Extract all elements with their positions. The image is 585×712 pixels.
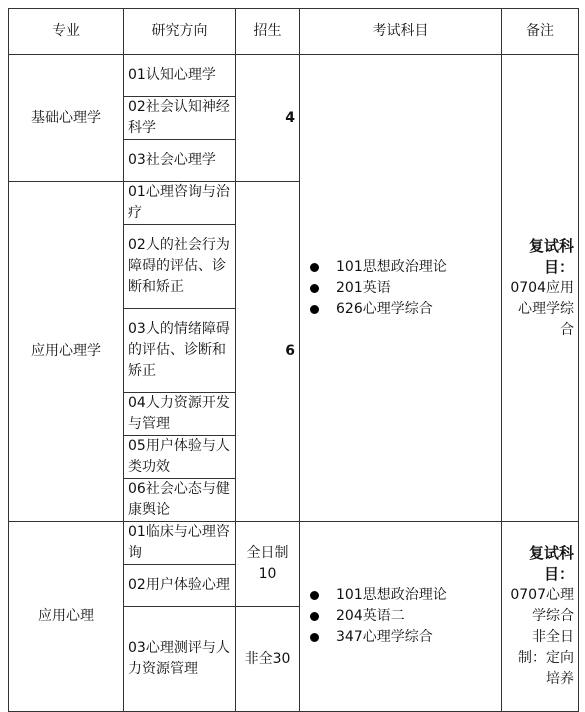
header-enroll: 招生 <box>236 9 300 55</box>
major-cell: 应用心理学 <box>9 182 124 522</box>
direction-cell: 05用户体验与人类功效 <box>124 436 236 479</box>
direction-cell: 02社会认知神经科学 <box>124 97 236 140</box>
header-direction: 研究方向 <box>124 9 236 55</box>
remarks-cell <box>502 522 579 712</box>
header-major: 专业 <box>9 9 124 55</box>
major-cell: 应用心理 <box>9 522 124 712</box>
subject-item: 101思想政治理论 <box>336 257 497 278</box>
subject-item: 201英语 <box>336 278 497 299</box>
direction-cell: 01认知心理学 <box>124 55 236 97</box>
direction-cell: 04人力资源开发与管理 <box>124 393 236 436</box>
remarks-label: 复试科目： <box>528 544 574 583</box>
header-subjects: 考试科目 <box>300 9 502 55</box>
subjects-cell <box>300 522 502 712</box>
remarks-text: 0704应用心理学综合 <box>510 279 574 338</box>
major-cell: 基础心理学 <box>9 55 124 182</box>
direction-cell: 03人的情绪障碍的评估、诊断和矫正 <box>124 309 236 393</box>
subject-item: 626心理学综合 <box>336 299 497 320</box>
enroll-part-cell: 非全30 <box>236 607 300 712</box>
direction-cell: 06社会心态与健康舆论 <box>124 479 236 522</box>
subject-item: 347心理学综合 <box>336 627 497 648</box>
remarks-text: 0707心理学综合 <box>510 587 574 624</box>
subjects-cell <box>300 55 502 522</box>
remarks-extra: 非全日制：定向培养 <box>518 629 574 687</box>
remarks-cell <box>502 55 579 522</box>
direction-cell: 03心理测评与人力资源管理 <box>124 607 236 712</box>
direction-cell: 03社会心理学 <box>124 140 236 182</box>
direction-cell: 01心理咨询与治疗 <box>124 182 236 225</box>
direction-cell: 01临床与心理咨询 <box>124 522 236 565</box>
header-remarks: 备注 <box>502 9 579 55</box>
enroll-cell: 4 <box>236 55 300 182</box>
direction-cell: 02人的社会行为障碍的评估、诊断和矫正 <box>124 225 236 309</box>
subject-item: 204英语二 <box>336 606 497 627</box>
direction-cell: 02用户体验心理 <box>124 565 236 607</box>
enroll-full-cell: 全日制10 <box>236 522 300 607</box>
admission-table <box>8 8 579 712</box>
subject-item: 101思想政治理论 <box>336 585 497 606</box>
enroll-cell: 6 <box>236 182 300 522</box>
remarks-label: 复试科目： <box>528 236 574 276</box>
